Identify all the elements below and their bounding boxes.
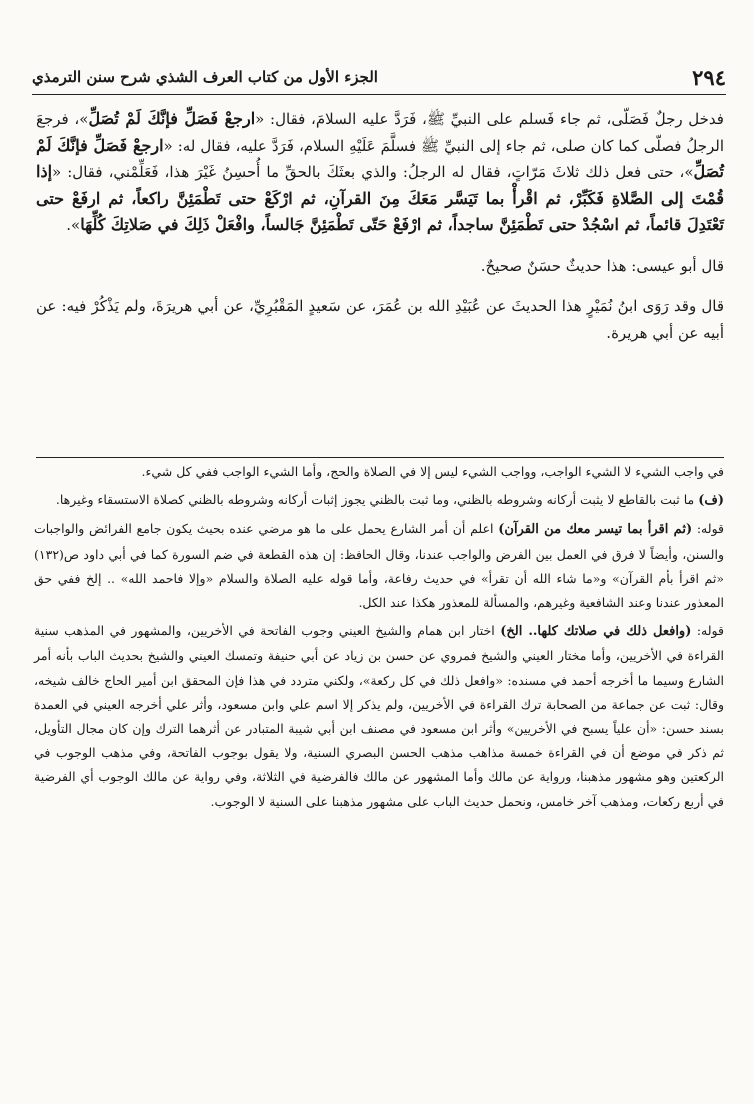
footnote-divider — [36, 457, 724, 458]
hadith-text-segment: ». — [66, 216, 81, 234]
commentary-text: اعلم أن أمر الشارع يحمل على ما هو مرضي عنده بحيث يكون جامع الفرائض والواجبات والسنن، وأيضاً لا فرق في العمل بين الفرض والواجب عندنا، وقال الحافظ: إن هذه القطعة في ضم السورة كما في أبي داود ص(١٣٢) «ثم اقرأ بأم القرآن» و«ما شاء الله أن تقرأ» في حديث رفاعة، وأما قوله عليه الصلاة والسلام «وإلا فاحمد الله» .. إلخ ففي حق المعذور عندنا وعند الشافعية وغيرهم، والمسألة للمعذور هكذا عند الكل. — [34, 521, 724, 611]
commentary-text: قوله: — [691, 623, 724, 639]
commentary-paragraph — [34, 517, 724, 615]
commentary-text: ما ثبت بالقاطع لا يثبت أركانه وشروطه بالظني، وما ثبت بالظني يجوز إثبات أركانه وشروطه بالظني كصلاة الاستسقاء وغيرها. — [55, 492, 699, 508]
running-title: الجزء الأول من كتاب العرف الشذي شرح سنن الترمذي — [32, 68, 378, 86]
commentary-heading: (وافعل ذلك في صلاتك كلها.. الخ) — [500, 624, 692, 640]
hadith-text — [36, 106, 724, 346]
hadith-text-segment: »، حتى فعل ذلك ثلاثَ مَرّاتٍ، فقال له الرجلُ: والذي بعثَكَ بالحقِّ ما أُحسِنُ غَيْرَ هذا، فَعَلِّمْني، فقال: « — [52, 163, 694, 181]
commentary-text: اختار ابن همام والشيخ العيني وجوب الفاتحة في الأخريين، والمشهور في المذهب سنية القراءة في الأخريين، وأما مختار العيني والشيخ فمروي عن حسن بن زياد عن أبي حنيفة وتمسك العيني والشيخ بحديث الباب بأنه أمر الشارع وسيما ما أخرجه أحمد في مسنده: «وافعل ذلك في كل ركعة»، ولكني متردد في هذا فإن المحقق ابن أمير الحاج خالف شيخه، وقال: ثبت عن جماعة من الصحابة ترك القراءة في الأخريين، ولم يذكر إلا اسم علي وابن مسعود، وأثر علي أخرجه العيني في العمدة بسند حسن: «أن علياً يسبح في الأخريين» وأثر ابن مسعود في مصنف ابن أبي شيبة المتبادر عن أثرهما الترك وإن كان مجال التأويل، ثم ذكر في موضع أن في القراءة خمسة مذاهب مذهب الحسن البصري السنية، ولا يقول بوجوب الفاتحة، وفي مذهب الوجوب في الركعتين وهو مشهور مذهبنا، ورواية عن مالك وأما المشهور عن مالك فالفرضية في الثلاثة، وفي رواية عن مالك الوجوب أي الفرضية في أربع ركعات، ومذهب آخر خامس، ونحمل حديث الباب على مشهور مذهبنا على السنية لا الوجوب. — [34, 623, 724, 809]
prophet-speech: ارجعْ فَصَلِّ فإنَّكَ لَمْ تُصَلِّ — [88, 109, 256, 128]
prophet-speech: إذا قُمْتَ إلى الصَّلاةِ فَكَبِّرْ، ثم اقْرأْ بما تَيَسَّر مَعَكَ مِنَ القرآنِ، ثم ارْكَعْ حتى تَطْمَئِنَّ راكعاً، ثم ارفَعْ حتى تَعْتَدِلَ قائماً، ثم اسْجُدْ حتى تَطْمَئِنَّ ساجداً، ثم ارْفَعْ حَتّى تَطْمَئِنَّ جَالساً، وافْعَلْ ذَلِكَ في صَلاتِكَ كُلِّهَا — [36, 162, 724, 234]
hadith-paragraph — [36, 106, 724, 239]
commentary-paragraph — [34, 619, 724, 814]
commentary-paragraph: في واجب الشيء لا الشيء الواجب، وواجب الشيء ليس إلا في الصلاة والحج، وأما الشيء الواجب ففي كل شيء. — [141, 464, 724, 479]
grading-paragraph: قال أبو عيسى: هذا حديثٌ حسَنٌ صحيحٌ. — [480, 256, 724, 275]
note-marker: (ف) — [698, 493, 724, 509]
isnad-paragraph: قال وقد رَوَى ابنُ نُمَيْرٍ هذا الحديثَ عن عُبَيْدِ الله بن عُمَرَ، عن سَعيدٍ المَقْبُرِيِّ، عن أبي هريرَةَ، ولم يَذْكُرْ فيه: عن أبيه عن أبي هريرة. — [36, 297, 724, 342]
commentary-paragraph — [34, 488, 724, 513]
commentary-text: قوله: — [692, 521, 724, 537]
page-number: ٢٩٤ — [692, 64, 726, 90]
commentary-heading: (ثم اقرأ بما تيسر معك من القرآن) — [498, 522, 693, 538]
commentary — [34, 460, 724, 818]
hadith-text-segment: فدخل رجلٌ فَصَلّى، ثم جاء فَسلم على النبيِّ ﷺ، فَرَدَّ عليه السلامَ، فقال: « — [255, 110, 724, 128]
prophet-speech: ارجعْ فَصَلِّ فإنَّكَ لَمْ تُصَلِّ — [36, 135, 724, 181]
hadith-text-segment: »، فرجعَ الرجلُ فصلّى كما كان صلى، ثم جاء إلى النبيِّ ﷺ فسلَّمَ عَلَيْهِ السلام، فَرَدَّ عليه، فقال له: « — [36, 110, 724, 155]
page-header — [32, 60, 726, 95]
